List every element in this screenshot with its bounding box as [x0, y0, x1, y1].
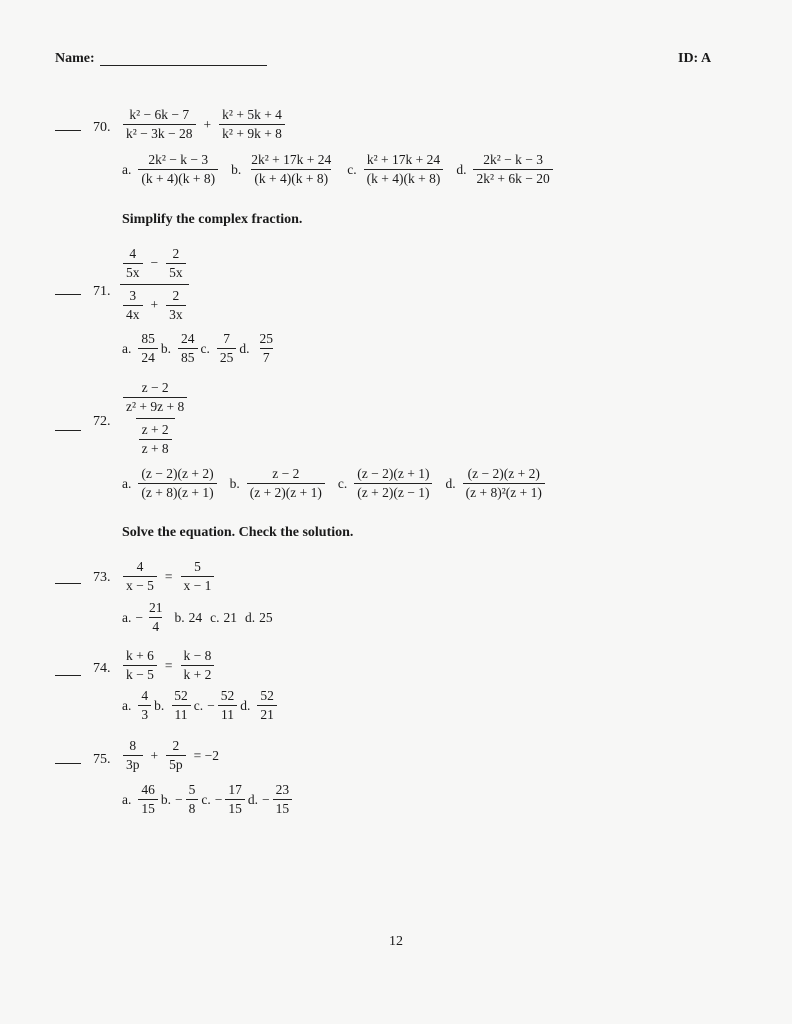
choice-a-label[interactable]: a. [122, 161, 132, 177]
q74-choice-a: $\frac{4}{3}$ [138, 688, 151, 723]
question-74-choices: a. $\frac{4}{3}$ b. $\frac{52}{11}$ c. − $\frac{52}{11}$ d. $\frac{52}{21}$ [122, 688, 280, 723]
answer-blank-75[interactable] [55, 751, 81, 764]
question-number-71: 71. [93, 284, 111, 299]
question-number-72: 72. [93, 414, 111, 429]
question-72-choices [122, 466, 548, 501]
choice-b-label[interactable]: b. [174, 609, 185, 625]
q71-bottom-fraction-2: $\frac{2}{3x}$ [166, 288, 186, 323]
question-70-choices [122, 152, 556, 187]
q71-choice-a: $\frac{85}{24}$ [138, 331, 158, 366]
choice-b-label[interactable]: b. [231, 161, 242, 177]
q70-choice-b: $\frac{\text{2k² + 17k + 24}}{(k + 4)(k + 8)}$ [251, 152, 332, 186]
q74-choice-d: $\frac{52}{21}$ [257, 688, 277, 723]
q72-top-fraction: $\frac{z - 2}{\text{z² + 9z + 8}}$ [123, 380, 187, 415]
q72-choice-d: $\frac{(z - 2)(z + 2)}{\text{(z + 8)²(z + 1)}}$ [463, 466, 545, 501]
q75-choice-a: $\frac{46}{15}$ [138, 782, 158, 817]
q71-top-fraction-2: $\frac{2}{5x}$ [166, 246, 186, 281]
section-heading-solve: Solve the equation. Check the solution. [122, 525, 354, 540]
choice-d-label[interactable]: d. [247, 791, 258, 807]
question-73-choices: a. − $\frac{21}{4}$ b. 24 c. 21 d. 25 [122, 600, 273, 634]
q71-choice-c: $\frac{7}{25}$ [217, 331, 237, 366]
name-label: Name: [55, 51, 95, 66]
answer-blank-70[interactable] [55, 118, 81, 131]
q71-choice-d: $\frac{25}{7}$ [259, 331, 273, 365]
choice-a-label[interactable]: a. [122, 475, 132, 491]
q71-choice-b: $\frac{24}{85}$ [178, 331, 198, 366]
q73-choice-b: 24 [188, 609, 203, 625]
choice-d-label[interactable]: d. [456, 161, 467, 177]
question-72-complex-fraction [120, 380, 190, 457]
q73-choice-a: $\frac{21}{4}$ [149, 600, 163, 634]
q71-top-fraction-1: $\frac{4}{5x}$ [123, 246, 143, 281]
question-74-equation: $\frac{k + 6}{k - 5}$ = $\frac{k - 8}{k + 2}$ [120, 648, 217, 683]
q74-choice-b: $\frac{52}{11}$ [171, 688, 191, 723]
q72-choice-c: $\frac{(z - 2)(z + 1)}{(z + 2)(z - 1)}$ [354, 466, 432, 501]
choice-d-label[interactable]: d. [239, 340, 250, 356]
choice-c-label[interactable]: c. [193, 697, 204, 713]
choice-c-label[interactable]: c. [201, 791, 211, 807]
choice-a-label[interactable]: a. [122, 609, 132, 625]
choice-d-label[interactable]: d. [240, 697, 251, 713]
choice-c-label[interactable]: c. [337, 475, 348, 491]
q71-bottom-fraction-1: $\frac{3}{4x}$ [123, 288, 143, 323]
q70-fraction-2: $\frac{\text{k² + 5k + 4}}{\text{k² + 9k + 8}}$ [219, 107, 285, 142]
id-label: ID: A [678, 51, 712, 66]
q72-choice-a: $\frac{(z - 2)(z + 2)}{(z + 8)(z + 1)}$ [138, 466, 216, 501]
choice-c-label[interactable]: c. [200, 340, 210, 356]
q73-right-fraction: $\frac{5}{x - 1}$ [181, 559, 215, 594]
question-70-expression: $\frac{\text{k² − 6k − 7}}{\text{k² − 3k − 28}}$ + $\frac{\text{k² + 5k + 4}}{\text{k² + 9k + 8}}$ [120, 107, 288, 142]
q75-choice-b: $\frac{5}{8}$ [186, 782, 199, 817]
q70-fraction-1: $\frac{\text{k² − 6k − 7}}{\text{k² − 3k − 28}}$ [123, 107, 196, 142]
choice-b-label[interactable]: b. [154, 697, 165, 713]
q75-left-fraction: $\frac{8}{3p}$ [123, 738, 143, 773]
choice-b-label[interactable]: b. [160, 340, 171, 356]
q73-choice-d: 25 [259, 609, 273, 625]
question-75-equation: $\frac{8}{3p}$ + $\frac{2}{5p}$ = −2 [120, 738, 224, 773]
choice-a-label[interactable]: a. [122, 697, 132, 713]
question-number-70: 70. [93, 120, 111, 135]
name-field[interactable] [100, 50, 267, 66]
question-number-74: 74. [93, 661, 111, 676]
q72-bottom-fraction: $\frac{z + 2}{z + 8}$ [139, 422, 172, 457]
choice-d-label[interactable]: d. [445, 475, 456, 491]
q74-choice-c: $\frac{52}{11}$ [218, 688, 238, 723]
section-heading-simplify: Simplify the complex fraction. [122, 212, 303, 227]
q75-choice-d: $\frac{23}{15}$ [273, 782, 293, 817]
choice-d-label[interactable]: d. [245, 609, 256, 625]
q70-choice-d: $\frac{\text{2k² − k − 3}}{\text{2k² + 6k − 20}}$ [473, 152, 552, 187]
q75-choice-c: $\frac{17}{15}$ [225, 782, 245, 817]
choice-a-label[interactable]: a. [122, 791, 132, 807]
q72-choice-b: $\frac{z - 2}{(z + 2)(z + 1)}$ [247, 466, 325, 501]
choice-c-label[interactable]: c. [347, 161, 357, 177]
q70-choice-a: $\frac{\text{2k² − k − 3}}{(k + 4)(k + 8)}$ [138, 152, 218, 187]
question-number-73: 73. [93, 570, 111, 585]
q74-left-fraction: $\frac{k + 6}{k - 5}$ [123, 648, 157, 683]
choice-b-label[interactable]: b. [160, 791, 171, 807]
q73-left-fraction: $\frac{4}{x - 5}$ [123, 559, 157, 594]
question-number-75: 75. [93, 752, 111, 767]
q73-choice-c: 21 [223, 609, 237, 625]
answer-blank-72[interactable] [55, 418, 81, 431]
choice-c-label[interactable]: c. [210, 609, 220, 625]
page-number: 12 [389, 934, 403, 949]
question-71-choices [122, 331, 279, 366]
question-71-complex-fraction: $\frac{4}{5x}$ − $\frac{2}{5x}$ $\frac{3}{4x}$ + $\frac{2}{3x}$ [120, 246, 189, 323]
question-75-choices: a. $\frac{46}{15}$ b. − $\frac{5}{8}$ c. − $\frac{17}{15}$ d. − $\frac{23}{15}$ [122, 782, 295, 817]
q74-right-fraction: $\frac{k - 8}{k + 2}$ [181, 648, 215, 683]
answer-blank-73[interactable] [55, 571, 81, 584]
answer-blank-74[interactable] [55, 663, 81, 676]
q75-right-fraction: $\frac{2}{5p}$ [166, 738, 186, 773]
choice-b-label[interactable]: b. [229, 475, 240, 491]
answer-blank-71[interactable] [55, 282, 81, 295]
choice-a-label[interactable]: a. [122, 340, 132, 356]
q75-rhs: = −2 [193, 747, 219, 763]
question-73-equation: $\frac{4}{x - 5}$ = $\frac{5}{x - 1}$ [120, 559, 217, 594]
q70-choice-c: $\frac{\text{k² + 17k + 24}}{(k + 4)(k + 8)}$ [364, 152, 444, 187]
